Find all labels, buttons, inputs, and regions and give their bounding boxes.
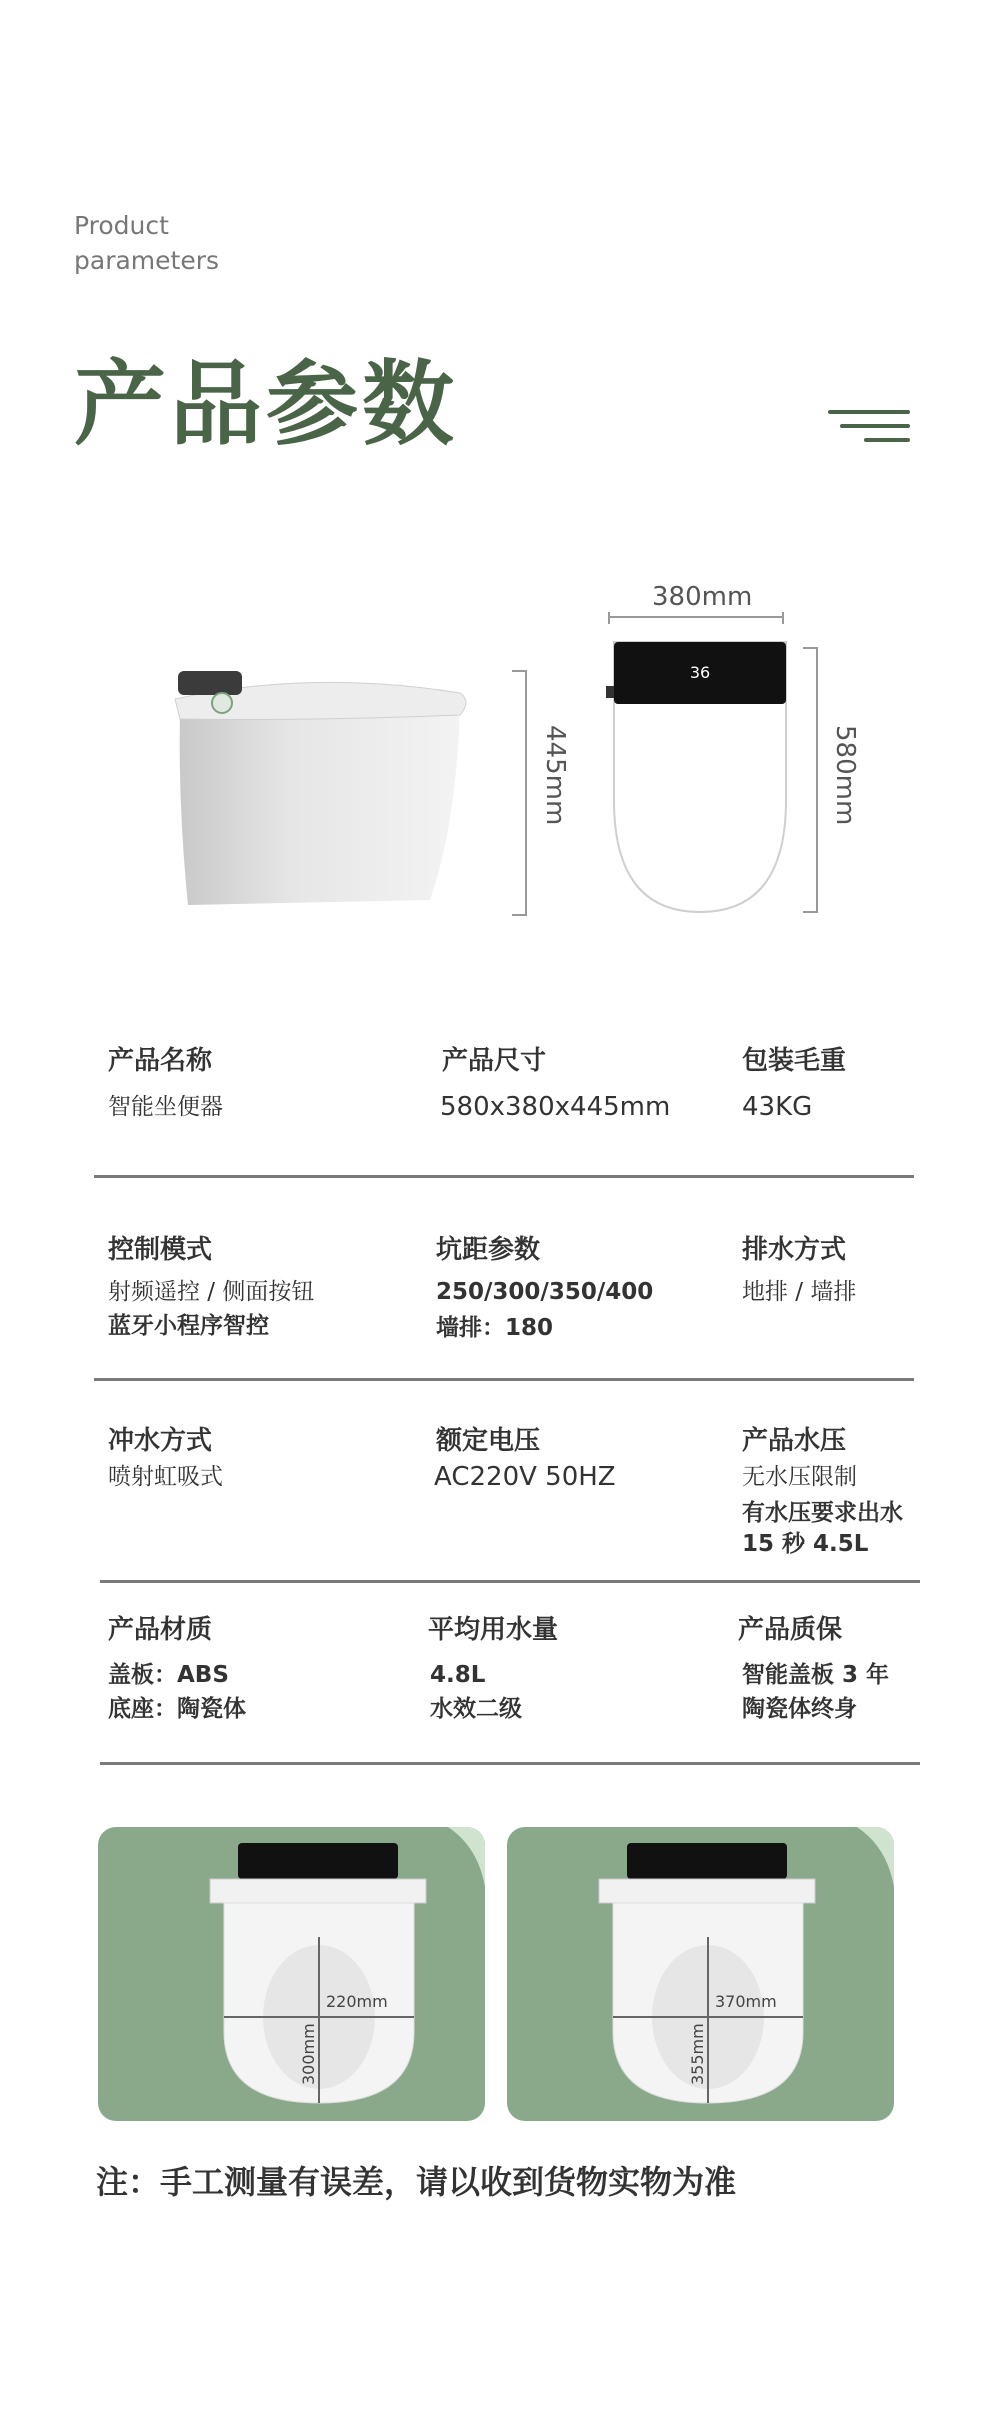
row-divider	[100, 1762, 920, 1765]
row-divider	[100, 1580, 920, 1583]
spec-value-size: 580x380x445mm	[440, 1092, 671, 1122]
measurement-note: 注：手工测量有误差，请以收到货物实物为准	[96, 2163, 737, 2201]
spec-value-pressure-2: 有水压要求出水	[742, 1500, 903, 1526]
spec-value-water-usage-2: 水效二级	[430, 1696, 522, 1722]
seat-photo-large	[507, 1827, 894, 2121]
spec-label-pressure: 产品水压	[742, 1426, 847, 1456]
width-dimension-label: 380mm	[652, 582, 753, 612]
spec-value-drain: 地排 / 墙排	[742, 1279, 857, 1305]
spec-label-control: 控制模式	[108, 1235, 213, 1265]
spec-label-size: 产品尺寸	[442, 1046, 547, 1076]
english-subtitle-line1: Product	[74, 211, 169, 240]
spec-value-name: 智能坐便器	[108, 1094, 223, 1120]
spec-label-name: 产品名称	[108, 1046, 213, 1076]
power-button-icon	[212, 693, 232, 713]
seat-width-label: 370mm	[715, 1992, 777, 2011]
spec-value-control-2: 蓝牙小程序智控	[108, 1313, 269, 1339]
spec-value-pit-2: 墙排：180	[436, 1315, 554, 1341]
spec-value-flush: 喷射虹吸式	[108, 1464, 223, 1490]
english-subtitle-line2: parameters	[74, 246, 220, 275]
control-panel	[178, 671, 242, 695]
spec-label-drain: 排水方式	[742, 1235, 847, 1265]
spec-label-voltage: 额定电压	[436, 1426, 541, 1456]
seat-depth-label: 355mm	[688, 2023, 707, 2085]
spec-value-material-1: 盖板：ABS	[108, 1662, 229, 1688]
display-temperature: 36	[689, 663, 711, 682]
spec-value-pit-1: 250/300/350/400	[436, 1279, 654, 1305]
length-dimension-label: 580mm	[830, 725, 860, 826]
height-dimension-label: 445mm	[540, 725, 570, 826]
spec-value-weight: 43KG	[742, 1092, 813, 1122]
row-divider	[94, 1378, 914, 1381]
spec-label-pit: 坑距参数	[436, 1235, 541, 1265]
spec-value-voltage: AC220V 50HZ	[434, 1462, 616, 1492]
toilet-side-view	[160, 655, 480, 925]
spec-value-warranty-2: 陶瓷体终身	[742, 1696, 857, 1722]
row-divider	[94, 1175, 914, 1178]
spec-value-warranty-1: 智能盖板 3 年	[742, 1662, 890, 1688]
spec-value-water-usage-1: 4.8L	[430, 1662, 486, 1688]
spec-label-weight: 包装毛重	[742, 1046, 847, 1076]
spec-value-control-1: 射频遥控 / 侧面按钮	[108, 1279, 315, 1305]
spec-label-material: 产品材质	[108, 1615, 213, 1645]
spec-label-warranty: 产品质保	[738, 1615, 843, 1645]
seat-depth-label: 300mm	[299, 2023, 318, 2085]
spec-value-pressure-1: 无水压限制	[742, 1464, 857, 1490]
menu-lines-icon	[828, 410, 910, 450]
spec-value-pressure-3: 15 秒 4.5L	[742, 1531, 869, 1557]
page-title: 产品参数	[74, 351, 459, 458]
seat-photo-small	[98, 1827, 485, 2121]
toilet-top-view	[600, 630, 800, 920]
english-subtitle	[74, 208, 219, 278]
spec-value-material-2: 底座：陶瓷体	[108, 1696, 246, 1722]
spec-label-flush: 冲水方式	[108, 1426, 213, 1456]
seat-width-label: 220mm	[326, 1992, 388, 2011]
spec-label-water-usage: 平均用水量	[428, 1615, 559, 1645]
